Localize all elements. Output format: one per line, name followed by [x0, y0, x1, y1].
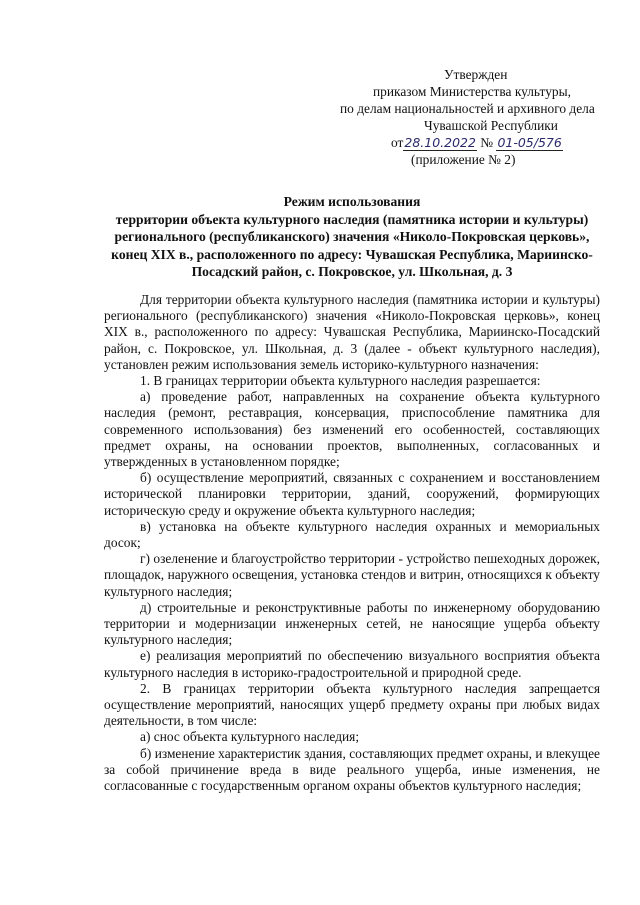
- date-prefix: от: [391, 135, 404, 150]
- section-1-item-v: в) установка на объекте культурного наследия охранных и мемориальных досок;: [104, 518, 600, 551]
- section-2-item-a: а) снос объекта культурного наследия;: [140, 729, 360, 745]
- number-prefix: №: [476, 135, 497, 150]
- title-line-3: регионального (республиканского) значения «Николо-Покровская церковь»,: [114, 229, 590, 244]
- section-1-item-d: д) строительные и реконструктивные работы по инженерному оборудованию территории и модернизации инженерных сетей, не наносящие ущерба объекту культурного наследия;: [104, 599, 600, 648]
- section-2-item-b: б) изменение характеристик здания, составляющих предмет охраны, и влекущее за собой причинение вреда в виде реального ущерба, иные изменения, не согласованные с государственным органом охраны объектов культурного наследия;: [104, 745, 600, 794]
- title-line-5: Посадский район, с. Покровское, ул. Школьная, д. 3: [191, 264, 513, 279]
- section-1-heading: 1. В границах территории объекта культурного наследия разрешается:: [140, 373, 541, 389]
- section-1-item-b: б) осуществление мероприятий, связанных с сохранением и восстановлением исторической планировки территории, зданий, сооружений, формирующих историческую среду и окружение объекта культурного наследия;: [104, 470, 600, 518]
- appendix-label: (приложение № 2): [411, 152, 516, 167]
- section-2-heading: 2. В границах территории объекта культурного наследия запрещается осуществление мероприятий, наносящих ущерб предмету охраны при любых видах деятельности, в том числе:: [104, 680, 600, 729]
- approval-order-line: приказом Министерства культуры,: [373, 84, 571, 99]
- approval-heading: Утвержден: [444, 67, 508, 82]
- title-line-4: конец XIX в., расположенного по адресу: Чувашская Республика, Мариинско-: [111, 246, 593, 262]
- handwritten-order-number: 01-05/576: [497, 135, 562, 150]
- section-1-item-e: е) реализация мероприятий по обеспечению визуального восприятия объекта культурного наследия в историко-градостроительной и природной среде.: [104, 648, 600, 680]
- approval-date-number-line: [340, 134, 600, 151]
- approval-stamp-block: [340, 66, 600, 168]
- section-1-item-a: а) проведение работ, направленных на сохранение объекта культурного наследия (ремонт, реставрация, консервация, приспособление памятника для современного использования) без изменений его особенностей, составляющих предмет охраны, на основании проектов, выполненных, согласованных и утвержденных в установленном порядке;: [104, 389, 600, 470]
- document-title: [104, 193, 600, 281]
- title-line-1: Режим использования: [283, 194, 421, 209]
- handwritten-date: 28.10.2022: [404, 135, 476, 150]
- approval-republic-line: Чувашской Республики: [424, 118, 558, 133]
- section-1-item-g: г) озеленение и благоустройство территории - устройство пешеходных дорожек, площадок, наружного освещения, установка стендов и витрин, относящихся к объекту культурного наследия;: [104, 551, 600, 599]
- approval-ministry-line: по делам национальностей и архивного дела: [340, 101, 595, 116]
- intro-paragraph: Для территории объекта культурного наследия (памятника истории и культуры) регионального (республиканского) значения «Николо-Покровская церковь», конец XIX в., расположенного по адресу: Чувашская Республика, Мариинско-Посадский район, с. Покровское, ул. Школьная, д. 3 (далее - объект культурного наследия), установлен режим использования земель историко-культурного назначения:: [104, 292, 600, 372]
- title-line-2: территории объекта культурного наследия (памятника истории и культуры): [115, 211, 589, 227]
- document-body: [104, 292, 600, 794]
